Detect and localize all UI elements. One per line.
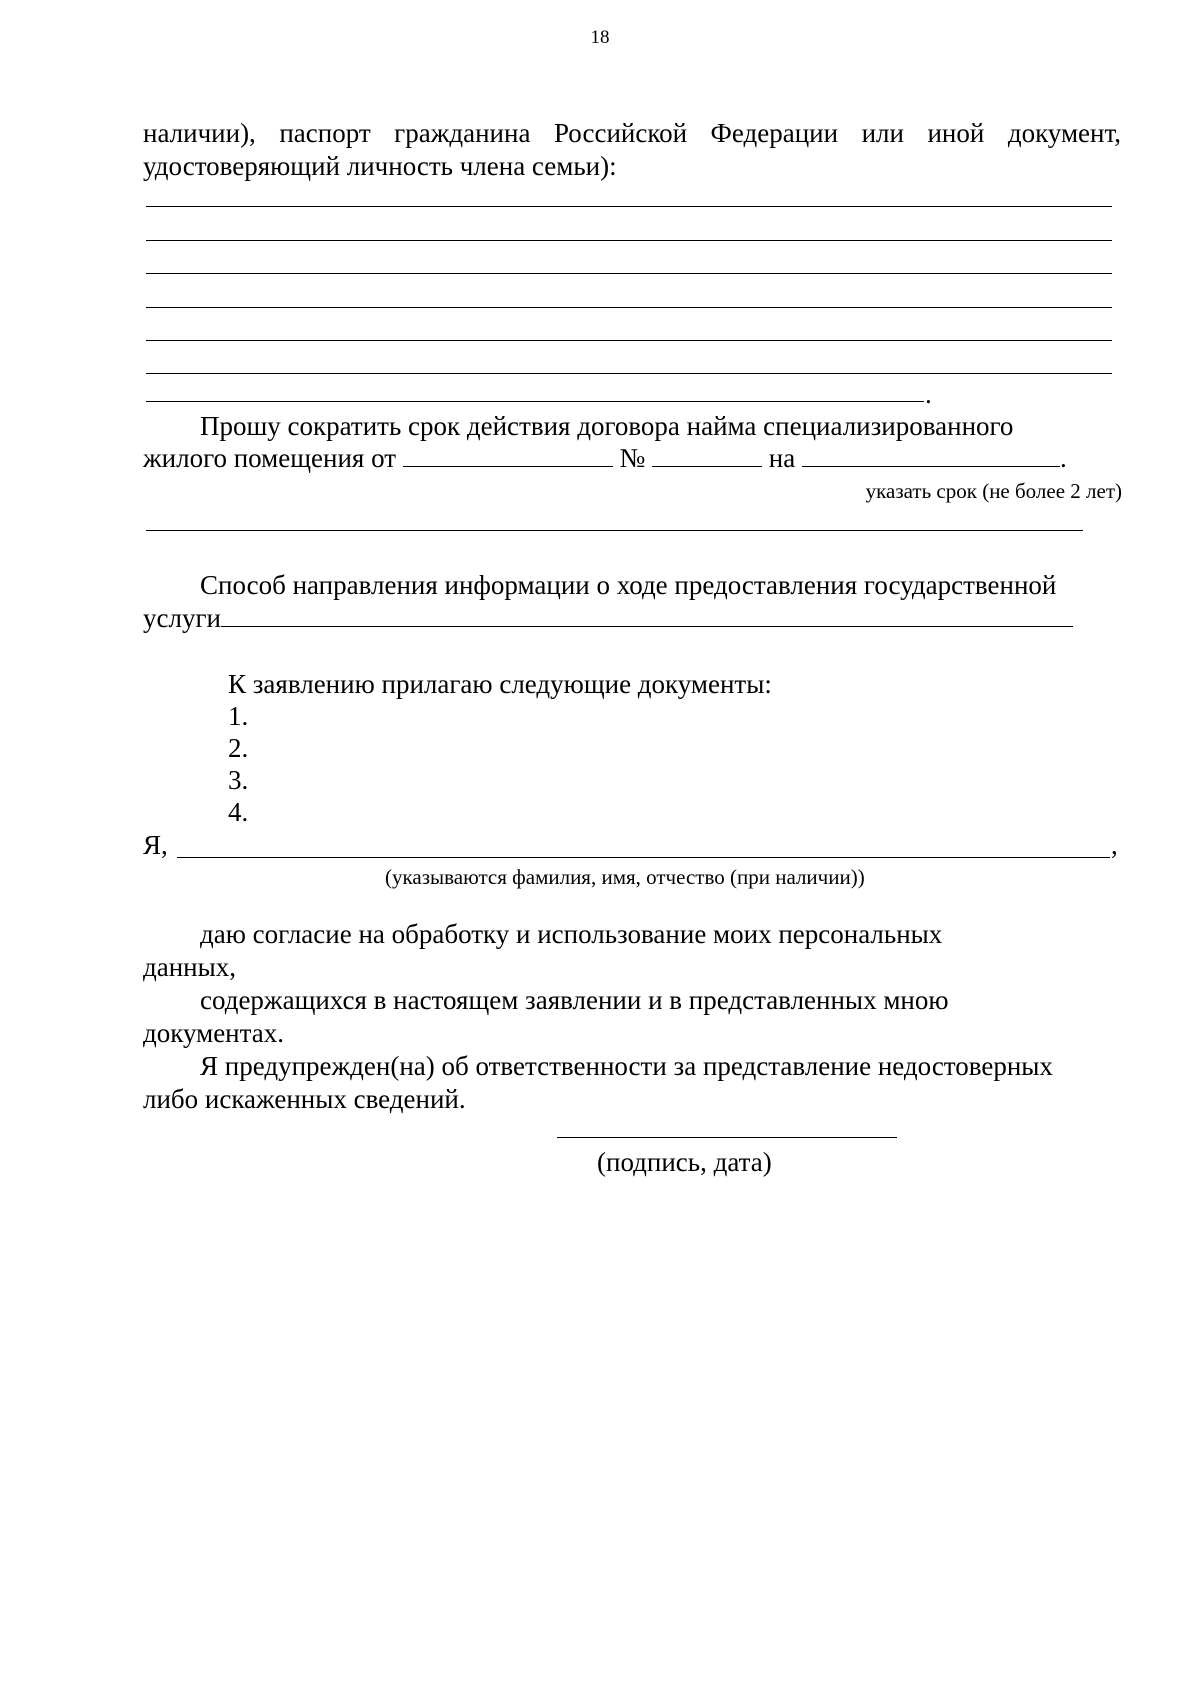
- consent-line-1: даю согласие на обработку и использование моих персональных: [200, 919, 943, 949]
- blank-line: [146, 340, 1112, 341]
- signature-hint: (подпись, дата): [597, 1147, 772, 1177]
- term-field: [802, 444, 1060, 467]
- attachment-item: 3.: [228, 765, 249, 795]
- request-date-label: жилого помещения от: [143, 443, 397, 473]
- warning-line-1: Я предупрежден(на) об ответственности за представление недостоверных: [200, 1051, 1053, 1081]
- blank-line: [146, 240, 1112, 241]
- page-number: 18: [590, 27, 610, 48]
- signature-line: [557, 1137, 897, 1138]
- services-label: услуги: [143, 603, 221, 633]
- blank-line: [146, 307, 1112, 308]
- attachment-item: 4.: [228, 797, 249, 827]
- full-name-line: [177, 857, 1110, 858]
- info-method-line-2: [143, 602, 1073, 635]
- blank-line: [146, 206, 1112, 207]
- term-label: на: [768, 443, 796, 473]
- consent-line-3: содержащихся в настоящем заявлении и в представленных мною: [200, 985, 949, 1015]
- number-sign: №: [619, 443, 646, 473]
- consent-line-4: документах.: [143, 1018, 284, 1048]
- blank-line: [146, 273, 1112, 274]
- term-hint: указать срок (не более 2 лет): [865, 479, 1122, 503]
- consent-line-2: данных,: [143, 952, 237, 982]
- request-end-dot: .: [1059, 443, 1067, 473]
- intro-line-1: наличии), паспорт гражданина Российской Федерации или иной документ,: [143, 118, 1121, 148]
- warning-line-2: либо искаженных сведений.: [143, 1084, 466, 1114]
- info-method-field: [221, 604, 1073, 627]
- blank-line: [146, 530, 1083, 531]
- blank-line: [146, 373, 1112, 374]
- blank-line: [146, 401, 924, 402]
- consent-comma: ,: [1111, 830, 1118, 860]
- attachments-heading: К заявлению прилагаю следующие документы:: [228, 669, 772, 699]
- intro-end-dot: .: [925, 379, 932, 409]
- attachment-item: 2.: [228, 733, 249, 763]
- request-line-1: Прошу сократить срок действия договора найма специализированного: [200, 411, 1014, 441]
- info-method-line-1: Способ направления информации о ходе предоставления государственной: [200, 570, 1057, 600]
- full-name-hint: (указываются фамилия, имя, отчество (при наличии)): [385, 865, 865, 889]
- contract-number-field: [652, 444, 762, 467]
- contract-date-field: [403, 444, 613, 467]
- attachment-item: 1.: [228, 701, 249, 731]
- intro-line-2: удостоверяющий личность члена семьи):: [143, 151, 617, 181]
- consent-i-prefix: Я,: [143, 830, 168, 860]
- request-line-2: [143, 442, 1067, 475]
